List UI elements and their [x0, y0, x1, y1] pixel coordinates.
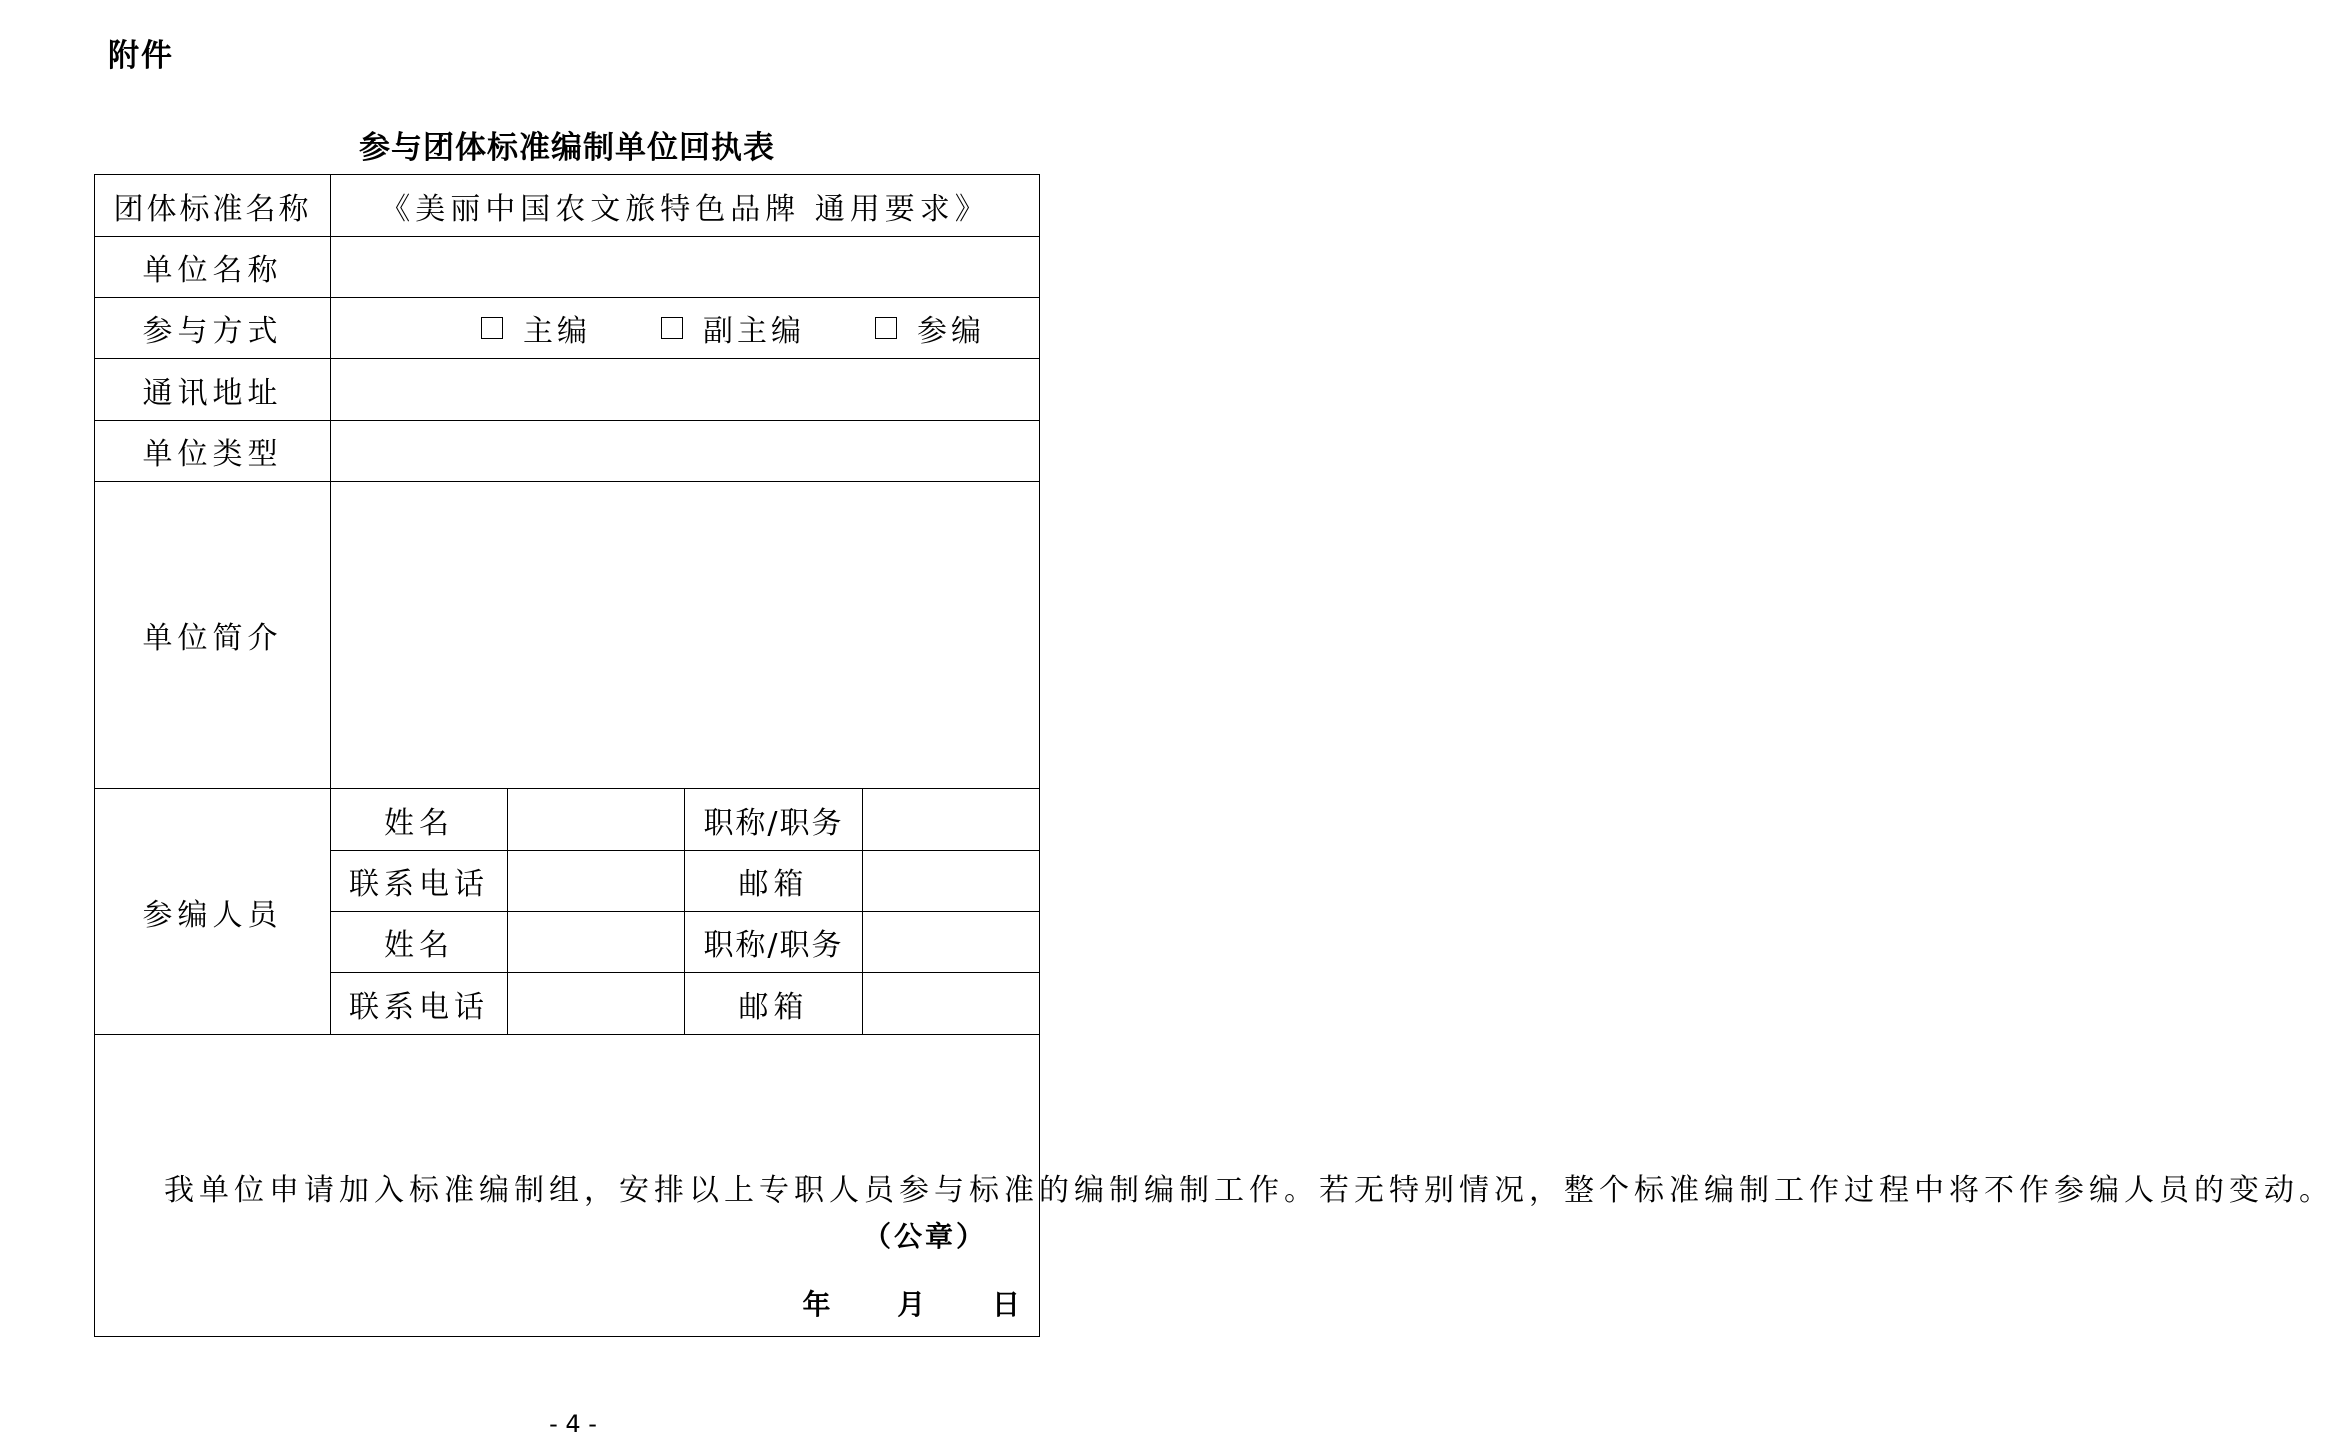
- staff-1-title-field[interactable]: [863, 789, 1040, 851]
- staff-1-name-label: 姓名: [331, 789, 508, 851]
- staff-1-name-field[interactable]: [508, 789, 685, 851]
- attachment-label: 附件: [108, 38, 174, 74]
- option-contributor[interactable]: [875, 306, 985, 350]
- address-label: 通讯地址: [95, 359, 331, 421]
- staff-2-name-field[interactable]: [508, 912, 685, 973]
- checkbox-deputy-editor[interactable]: [661, 317, 683, 339]
- org-intro-field[interactable]: [331, 482, 1040, 789]
- org-intro-label: 单位简介: [95, 482, 331, 789]
- staff-1-phone-field[interactable]: [508, 851, 685, 912]
- org-type-label: 单位类型: [95, 421, 331, 482]
- checkbox-chief-editor[interactable]: [481, 317, 503, 339]
- option-chief-editor[interactable]: [481, 306, 591, 350]
- checkbox-contributor[interactable]: [875, 317, 897, 339]
- staff-2-email-field[interactable]: [863, 973, 1040, 1035]
- org-name-label: 单位名称: [95, 237, 331, 298]
- declaration-text: 我单位申请加入标准编制组，安排以上专职人员参与标准的编制编制工作。若无特别情况，整个标准编制工作过程中将不作参编人员的变动。: [164, 1172, 2334, 1208]
- standard-name-label: 团体标准名称: [95, 175, 331, 237]
- option-chief-editor-label: 主编: [523, 314, 592, 349]
- standard-name-value: 《美丽中国农文旅特色品牌 通用要求》: [331, 175, 1040, 237]
- address-field[interactable]: [331, 359, 1040, 421]
- option-deputy-editor-label: 副主编: [703, 314, 806, 349]
- staff-1-phone-label: 联系电话: [331, 851, 508, 912]
- staff-2-name-label: 姓名: [331, 912, 508, 973]
- org-name-field[interactable]: [331, 237, 1040, 298]
- date-year-label: 年: [802, 1288, 836, 1321]
- staff-2-title-label: 职称/职务: [685, 912, 863, 973]
- signature-date: [803, 1283, 1026, 1323]
- staff-label: 参编人员: [95, 789, 331, 1035]
- reply-form-table: [94, 174, 2334, 1337]
- option-contributor-label: 参编: [917, 314, 986, 349]
- staff-1-title-label: 职称/职务: [685, 789, 863, 851]
- option-deputy-editor[interactable]: [661, 306, 805, 350]
- staff-1-email-label: 邮箱: [685, 851, 863, 912]
- staff-2-email-label: 邮箱: [685, 973, 863, 1035]
- participation-options: [331, 298, 1040, 359]
- org-type-field[interactable]: [331, 421, 1040, 482]
- participation-label: 参与方式: [95, 298, 331, 359]
- official-seal-label: （公章）: [863, 1220, 988, 1253]
- form-title: 参与团体标准编制单位回执表: [359, 130, 775, 166]
- staff-2-phone-label: 联系电话: [331, 973, 508, 1035]
- date-day-label: 日: [992, 1288, 1026, 1321]
- staff-1-email-field[interactable]: [863, 851, 1040, 912]
- staff-2-phone-field[interactable]: [508, 973, 685, 1035]
- page-number: - 4 -: [549, 1410, 597, 1438]
- date-month-label: 月: [897, 1288, 931, 1321]
- declaration-cell: [95, 1035, 2334, 1337]
- staff-2-title-field[interactable]: [863, 912, 1040, 973]
